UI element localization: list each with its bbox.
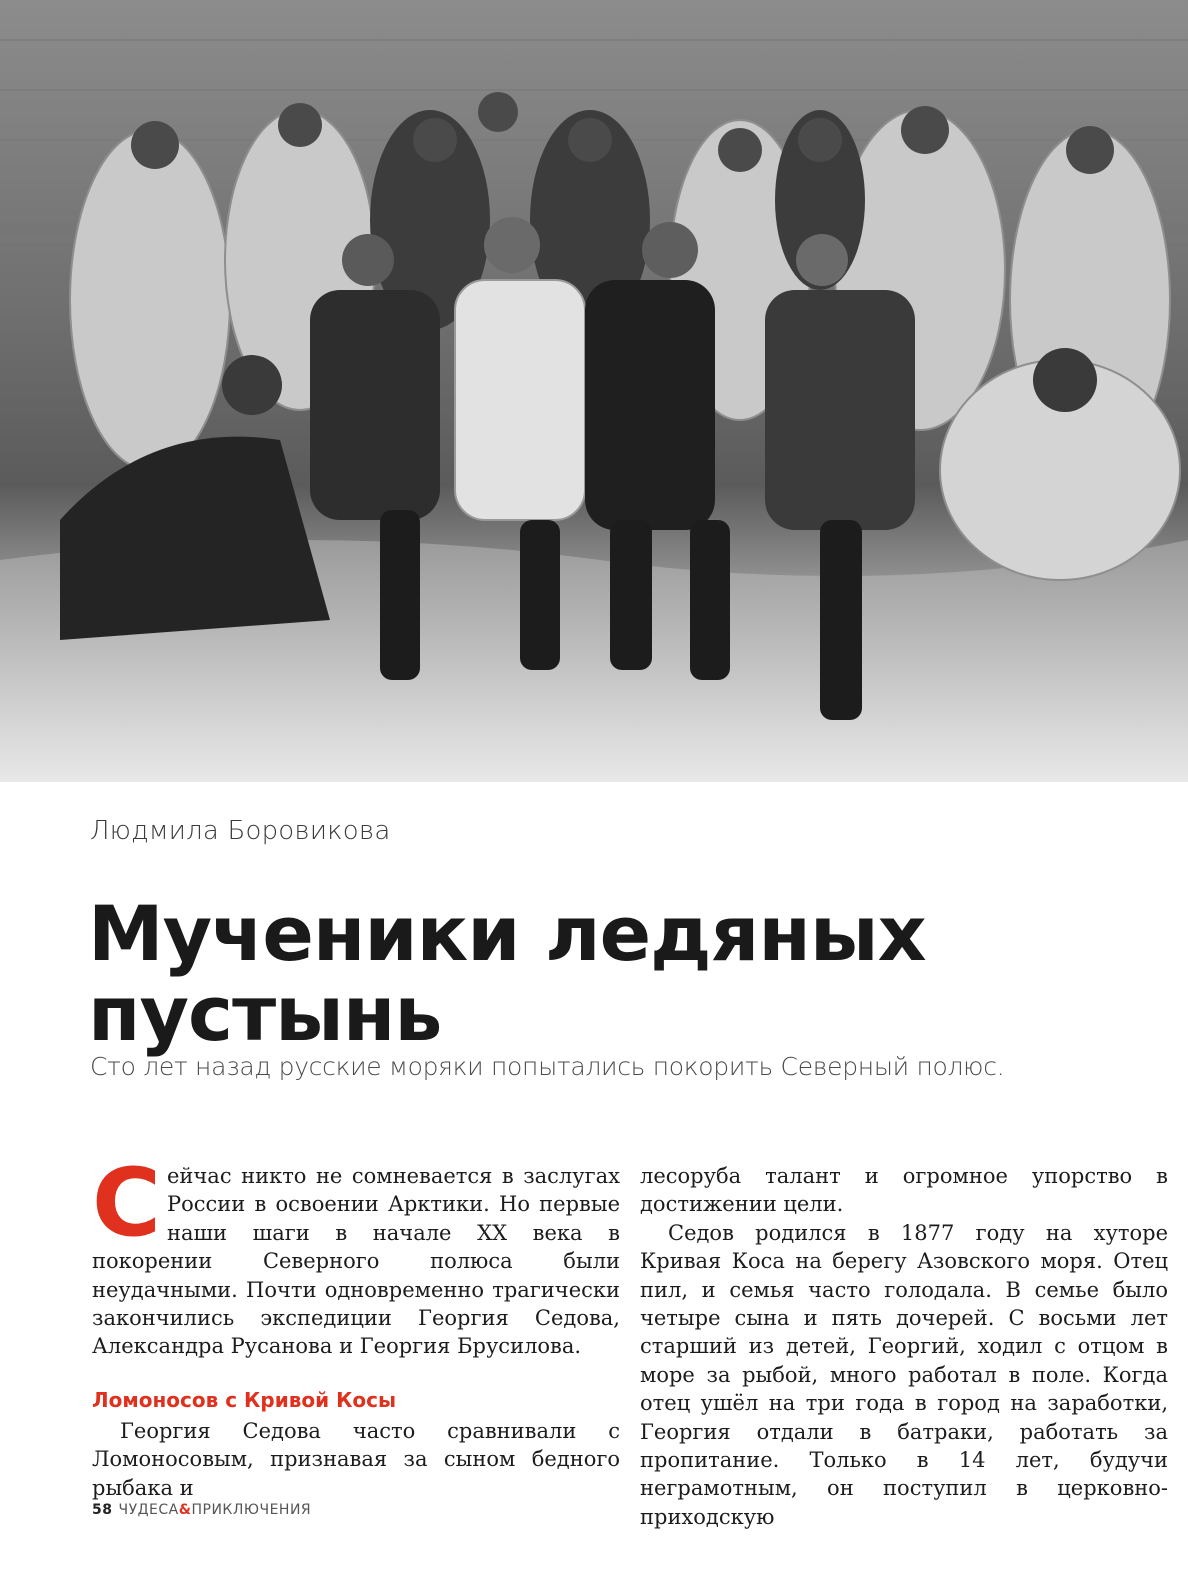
drop-cap: С: [92, 1149, 161, 1258]
paragraph-2: Седов родился в 1877 году на хуторе Кривая Коса на берегу Азовского моря. Отец пил, и семья часто голодала. В семье было четыре сына и пять дочерей. С восьми лет старший из детей, Георгий, ходил с отцом в море за рыбой, много работал в поле. Когда отец ушёл на три года в город на заработки, Георгия отдали в батраки, работать за пропитание. Только в 14 лет, будучи неграмотным, он поступил в церковно-приходскую: [640, 1220, 1168, 1529]
magazine-name-part2: ПРИКЛЮЧЕНИЯ: [191, 1502, 312, 1518]
text-column-right: [640, 1162, 1168, 1531]
page-number: 58: [92, 1502, 113, 1518]
intro-text: ейчас никто не сомневается в заслугах России в освоении Арктики. Но первые наши шаги в начале XX века в покорении Северного полюса были неудачными. Почти одновременно трагически закончились экспедиции Георгия Седова, Александра Русанова и Георгия Брусилова.: [92, 1164, 620, 1359]
intro-paragraph: [92, 1149, 620, 1361]
article-title: [88, 889, 1088, 1058]
article-subtitle: Сто лет назад русские моряки попытались покорить Северный полюс.: [90, 1052, 1005, 1081]
title-line-1: Мученики ледяных: [88, 889, 926, 978]
magazine-name-amp: &: [178, 1502, 192, 1518]
author-byline: Людмила Боровикова: [90, 816, 391, 846]
magazine-name-part1: ЧУДЕСА: [118, 1502, 179, 1518]
page-footer: [92, 1502, 311, 1518]
paragraph-1-start: Георгия Седова часто сравнивали с Ломоносовым, признавая за сыном бедного рыбака и: [92, 1418, 620, 1500]
paragraph-1-end: лесоруба талант и огромное упорство в достижении цели.: [640, 1164, 1168, 1217]
text-column-left: [92, 1149, 620, 1502]
expedition-group-photo: [0, 0, 1188, 782]
title-line-2: пустынь: [88, 969, 442, 1058]
photo-illustration: [0, 0, 1188, 782]
section-heading: Ломоносов с Кривой Косы: [92, 1387, 397, 1412]
